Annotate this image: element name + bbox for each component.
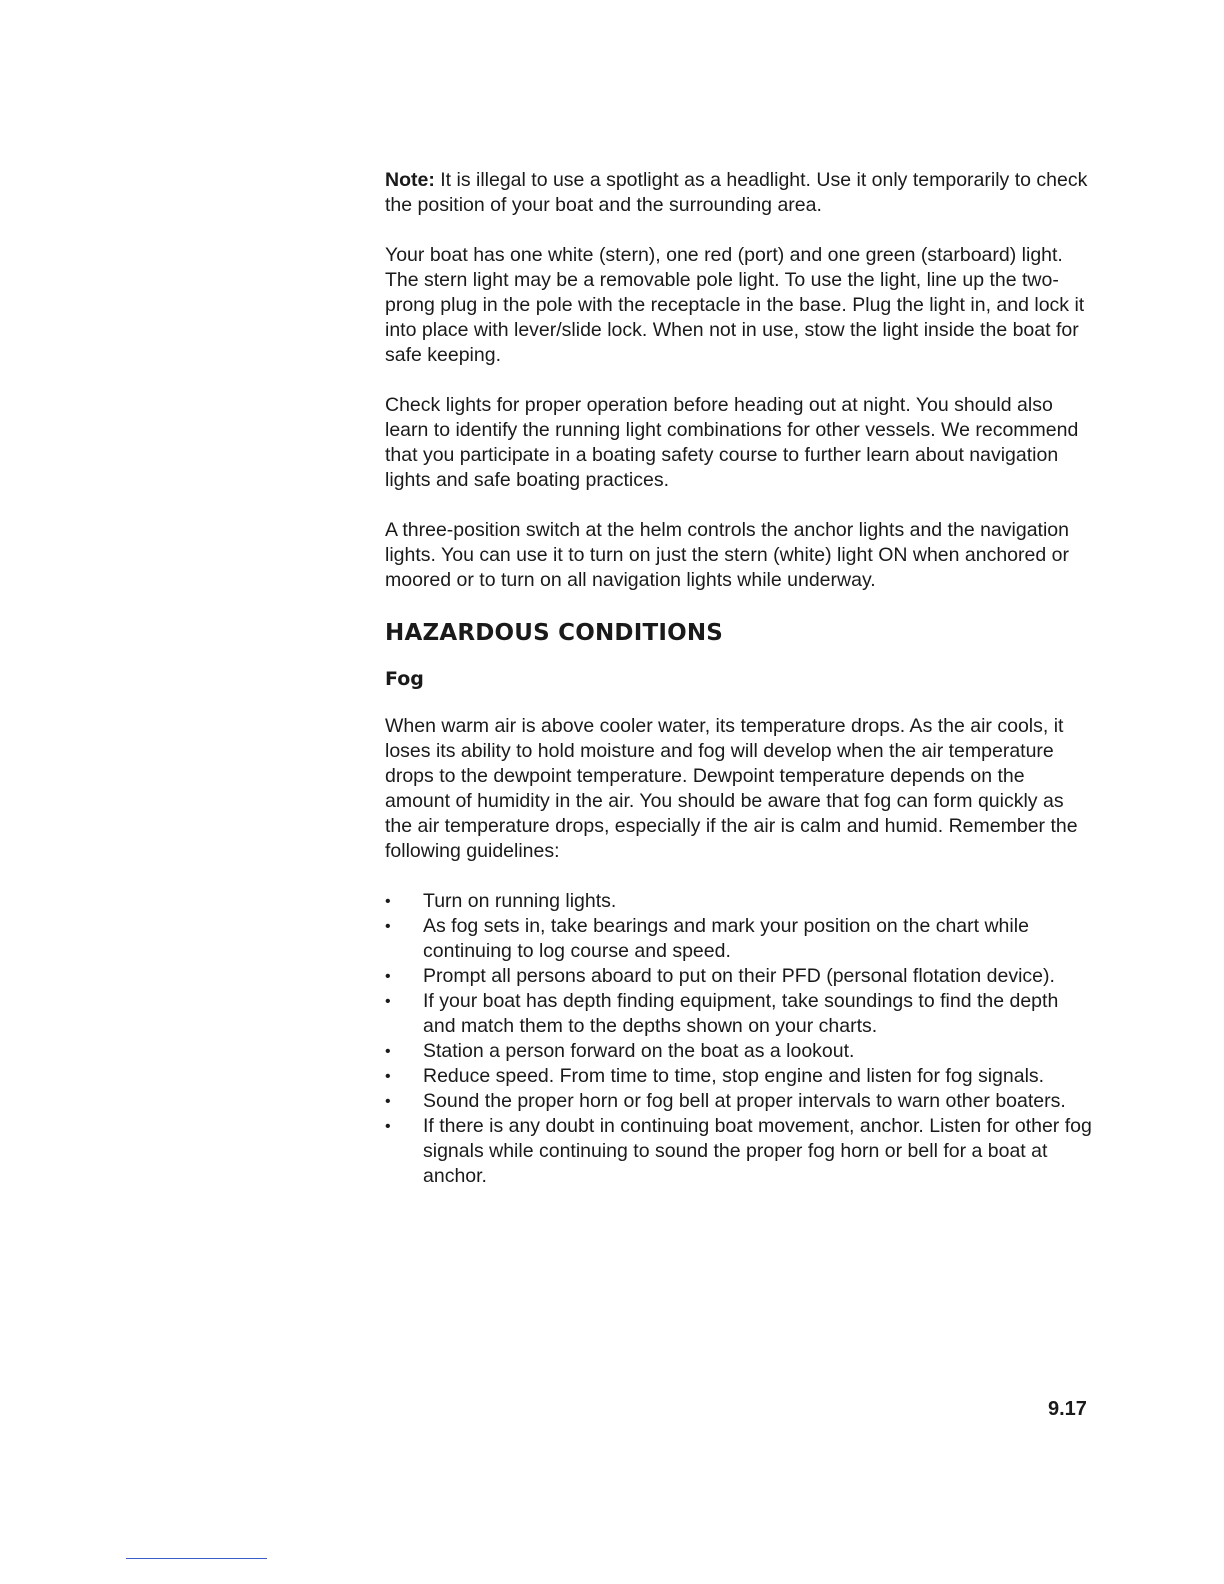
fog-intro-paragraph: When warm air is above cooler water, its temperature drops. As the air cools, it loses its ability to hold moisture and fog will develop when the air temperature drops to the dewpoint temperature. Dewpoint temperature depends on the amount of humidity in the air. You should be aware that fog can form quickly as the air temperature drops, especially if the air is calm and humid. Remember the following guidelines:: [385, 715, 1078, 862]
bullet-icon: •: [385, 1093, 391, 1110]
list-item-text: As fog sets in, take bearings and mark your position on the chart while continuing to log course and speed.: [423, 915, 1029, 962]
note-paragraph: [385, 168, 1095, 218]
fog-guidelines-list: [385, 889, 1095, 1189]
list-item: [385, 989, 1095, 1039]
note-text: It is illegal to use a spotlight as a headlight. Use it only temporarily to check the position of your boat and the surrounding area.: [385, 169, 1088, 216]
list-item-text: Reduce speed. From time to time, stop engine and listen for fog signals.: [423, 1065, 1045, 1087]
list-item: [385, 1064, 1095, 1089]
check-lights-paragraph: Check lights for proper operation before heading out at night. You should also learn to identify the running light combinations for other vessels. We recommend that you participate in a boating safety course to further learn about navigation lights and safe boating practices.: [385, 394, 1079, 491]
fog-subheading: Fog: [385, 668, 424, 690]
page-content: [385, 168, 1095, 1189]
bullet-icon: •: [385, 893, 391, 910]
bullet-icon: •: [385, 1118, 391, 1135]
list-item-text: Sound the proper horn or fog bell at proper intervals to warn other boaters.: [423, 1090, 1066, 1112]
bullet-icon: •: [385, 1043, 391, 1060]
list-item: [385, 1089, 1095, 1114]
footer-divider: [126, 1558, 267, 1559]
list-item-text: Station a person forward on the boat as a lookout.: [423, 1040, 855, 1062]
section-heading: HAZARDOUS CONDITIONS: [385, 620, 724, 646]
list-item-text: Turn on running lights.: [423, 890, 617, 912]
bullet-icon: •: [385, 993, 391, 1010]
list-item: [385, 914, 1095, 964]
list-item: [385, 889, 1095, 914]
page-number: 9.17: [1048, 1398, 1087, 1420]
list-item: [385, 1039, 1095, 1064]
list-item-text: If there is any doubt in continuing boat movement, anchor. Listen for other fog signals while continuing to sound the proper fog horn or bell for a boat at anchor.: [423, 1115, 1092, 1187]
list-item: [385, 1114, 1095, 1189]
switch-paragraph: A three-position switch at the helm controls the anchor lights and the navigation lights. You can use it to turn on just the stern (white) light ON when anchored or moored or to turn on all navigation lights while underway.: [385, 519, 1069, 591]
bullet-icon: •: [385, 918, 391, 935]
lights-paragraph: Your boat has one white (stern), one red (port) and one green (starboard) light. The stern light may be a removable pole light. To use the light, line up the two-prong plug in the pole with the receptacle in the base. Plug the light in, and lock it into place with lever/slide lock. When not in use, stow the light inside the boat for safe keeping.: [385, 244, 1085, 366]
list-item: [385, 964, 1095, 989]
bullet-icon: •: [385, 968, 391, 985]
note-label: Note:: [385, 169, 435, 191]
bullet-icon: •: [385, 1068, 391, 1085]
list-item-text: If your boat has depth finding equipment, take soundings to find the depth and match them to the depths shown on your charts.: [423, 990, 1059, 1037]
list-item-text: Prompt all persons aboard to put on their PFD (personal flotation device).: [423, 965, 1055, 987]
